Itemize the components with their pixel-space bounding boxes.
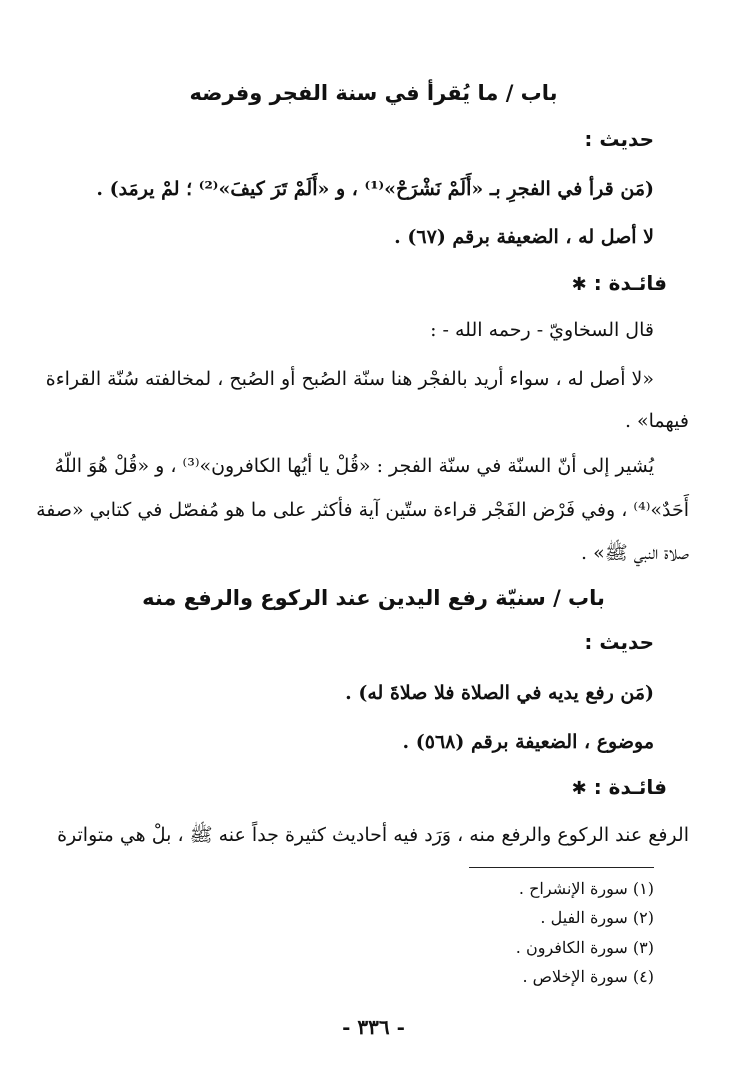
faida-heading <box>572 772 667 804</box>
section-title-raising-hands: باب / سنيّة رفع اليدين عند الركوع والرفع منه <box>142 586 605 610</box>
faida-label: فائـدة : <box>593 271 667 295</box>
hadith-label: حديث : <box>584 127 654 151</box>
faida-heading <box>572 268 667 300</box>
hadith-label: حديث : <box>584 630 654 654</box>
faida-text-line: الرفع عند الركوع والرفع منه ، وَرَد فيه أحاديث كثيرة جداً عنه ﷺ ، بلْ هي متواترة <box>57 824 689 846</box>
hadith-text: (مَن قرأ في الفجرِ بـ «أَلَمْ نَشْرَحْ»⁽¹⁾ ، و «أَلَمْ تَرَ كيفَ»⁽²⁾ ؛ لمْ يرمَد) . <box>96 178 654 200</box>
footnote: (٣) سورة الكافرون . <box>515 938 654 957</box>
star-icon: ✱ <box>571 274 587 295</box>
faida-text-line: «لا أصل له ، سواء أريد بالفجْر هنا سنّة الصُبح أو الصُبح ، لمخالفته سُنّة القراءة <box>45 368 654 390</box>
footnote: (١) سورة الإنشراح . <box>518 879 654 898</box>
star-icon: ✱ <box>571 778 587 799</box>
hadith-ruling: موضوع ، الضعيفة برقم (٥٦٨) . <box>402 731 654 753</box>
page-number: - ٣٣٦ - <box>342 1015 405 1039</box>
faida-text-line: قال السخاويّ - رحمه الله - : <box>430 319 654 341</box>
hadith-ruling: لا أصل له ، الضعيفة برقم (٦٧) . <box>394 226 654 248</box>
section-title-fajr: باب / ما يُقرأ في سنة الفجر وفرضه <box>189 81 558 105</box>
faida-text-line: صلاة النبي ﷺ» . <box>581 542 689 564</box>
footnote: (٢) سورة الفيل . <box>540 908 654 927</box>
faida-text-line: فيهما» . <box>624 410 689 432</box>
hadith-text: (مَن رفع يديه في الصلاة فلا صلاةَ له) . <box>345 682 654 704</box>
footnote-separator <box>469 867 654 868</box>
faida-text-line: يُشير إلى أنّ السنّة في سنّة الفجر : «قُلْ يا أيُها الكافرون»⁽³⁾ ، و «قُلْ هُوَ اللّهُ <box>54 455 654 477</box>
faida-text-line: أَحَدٌ»⁽⁴⁾ ، وفي فَرْض الفَجْر قراءة ستّين آية فأكثر على ما هو مُفصّل في كتابي «صفة <box>36 499 689 521</box>
faida-label: فائـدة : <box>593 775 667 799</box>
footnote: (٤) سورة الإخلاص . <box>522 967 654 986</box>
